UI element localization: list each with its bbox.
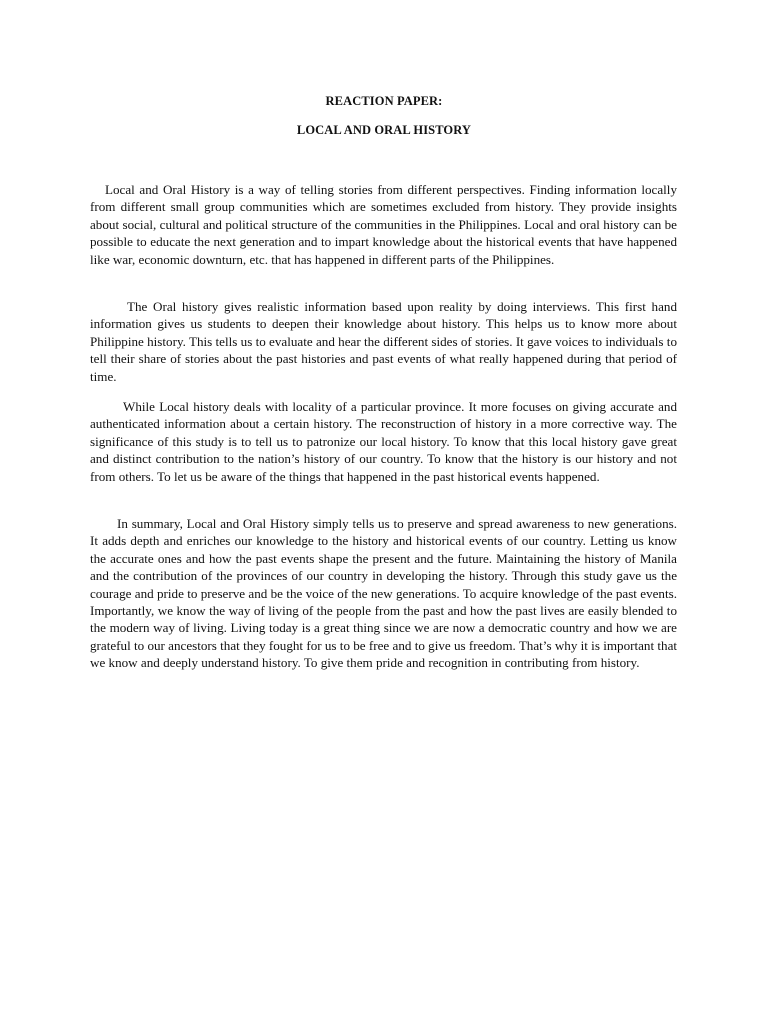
document-title: REACTION PAPER: — [325, 94, 443, 108]
paragraph-summary: In summary, Local and Oral History simply tells us to preserve and spread awareness to new generations. It adds depth and enriches our knowledge to the history and historical events of our country. Letting us know the accurate ones and how the past events shape the present and the future. Maintaining the history of Manila and the contribution of the provinces of our country in developing the history. Through this study gave us the courage and pride to preserve and be the voice of the new generations. To acquire knowledge of the past events. Importantly, we know the way of living of the people from the past and how the past lives are easily blended to the modern way of living. Living today is a great thing since we are now a democratic country and how we are grateful to our ancestors that they fought for us to be free and to give us freedom. That’s why it is important that we know and deeply understand history. To give them pride and recognition in contributing from history. — [90, 516, 678, 671]
document-subtitle: LOCAL AND ORAL HISTORY — [296, 123, 472, 137]
paragraph-local-history: While Local history deals with locality of a particular province. It more focuses on giving accurate and authenticated information about a certain history. The reconstruction of history in a more corrective way. The significance of this study is to tell us to patronize our local history. To know that this local history gave great and distinct contribution to the nation’s history of our country. To know that the history is our history and not from others. To let us be aware of the things that happened in the past historical events happened. — [90, 399, 677, 484]
paragraph-oral-history: The Oral history gives realistic information based upon reality by doing interviews. This first hand information gives us students to deepen their knowledge about history. This helps us to know more about Philippine history. This tells us to evaluate and hear the different sides of stories. It gave voices to individuals to tell their share of stories about the past histories and past events of what really happened during that period of time. — [90, 299, 677, 384]
paragraph-introduction: Local and Oral History is a way of telling stories from different perspectives. Finding information locally from different small group communities which are sometimes excluded from history. They provide insights about social, cultural and political structure of the communities in the Philippines. Local and oral history can be possible to educate the next generation and to impart knowledge about the historical events that have happened like war, economic downturn, etc. that has happened in different parts of the Philippines. — [90, 182, 677, 267]
